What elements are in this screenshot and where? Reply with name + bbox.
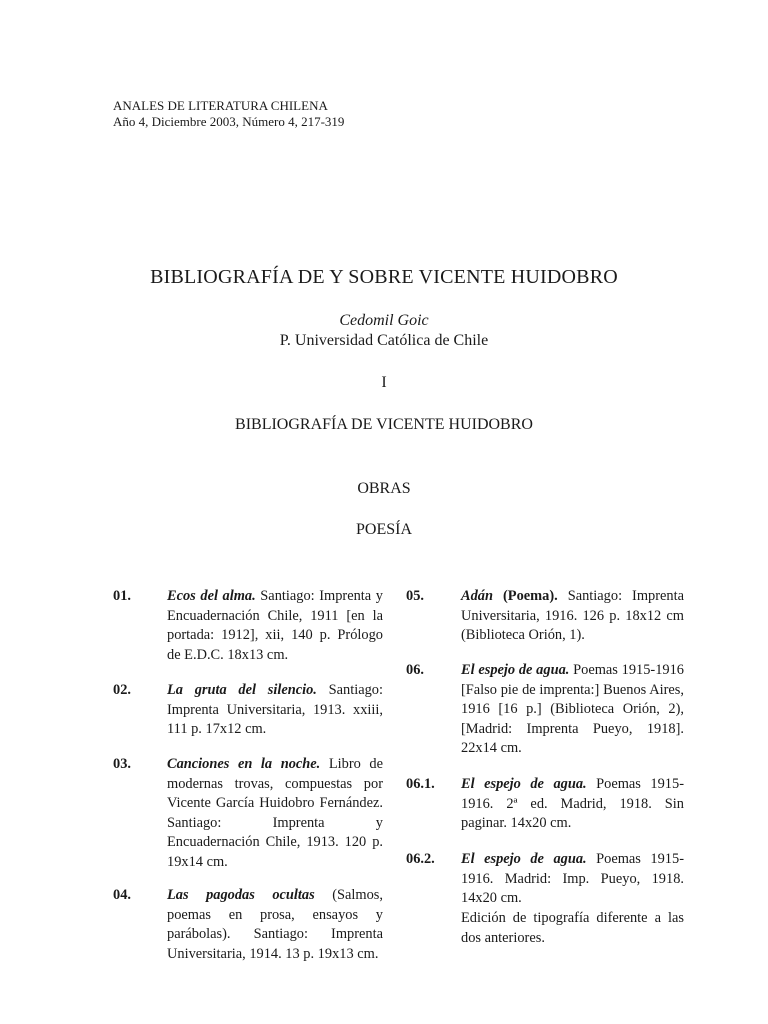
entry-details: Santiago: Imprenta Universitaria, 1913. xxiii, 111 p. 17x12 cm. (167, 682, 383, 737)
entry-details: Libro de modernas trovas, compuestas por Vicente García Huidobro Fernández. Santiago: Imprenta y Encuadernación Chile, 1913. 120 p. 19x14 cm. (167, 756, 383, 870)
entry-title: El espejo de agua. (461, 851, 587, 867)
entry-title: El espejo de agua. (461, 662, 570, 678)
entry-details: Poemas 1915-1916 [Falso pie de imprenta:] Buenos Aires, 1916 [16 p.] (Biblioteca Orión, 2), [Madrid: Imprenta Pueyo, 1918]. 22x14 cm. (461, 662, 684, 756)
part-number: I (381, 374, 387, 391)
entry-title: El espejo de agua. (461, 776, 587, 792)
author-affiliation: P. Universidad Católica de Chile (279, 332, 489, 349)
article-title: BIBLIOGRAFÍA DE Y SOBRE VICENTE HUIDOBRO (150, 266, 618, 288)
entry-genre: (Poema). (493, 588, 558, 604)
journal-header (113, 98, 344, 130)
entry-title: Adán (461, 588, 493, 604)
entry-title: La gruta del silencio. (167, 682, 317, 698)
entry-title: Las pagodas ocultas (167, 887, 315, 903)
entry-title: Canciones en la noche. (167, 756, 321, 772)
entry-number: 05. (406, 588, 424, 604)
entry-details: Poemas 1915-1916. Madrid: Imp. Pueyo, 1918. 14x20 cm. (461, 851, 684, 906)
entry-details: Poemas 1915-1916. 2ª ed. Madrid, 1918. Sin paginar. 14x20 cm. (461, 776, 684, 831)
journal-name: ANALES DE LITERATURA CHILENA (113, 98, 328, 113)
section-heading: OBRAS (357, 480, 411, 497)
entry-number: 06.2. (406, 851, 435, 867)
entry-number: 06.1. (406, 776, 435, 792)
part-title: BIBLIOGRAFÍA DE VICENTE HUIDOBRO (235, 416, 533, 433)
entry-title: Ecos del alma. (167, 588, 256, 604)
entry-number: 03. (113, 756, 131, 772)
entry-details: Santiago: Imprenta y Encuadernación Chile, 1911 [en la portada: 1912], xii, 140 p. Prólogo de E.D.C. 18x13 cm. (167, 588, 383, 663)
entry-number: 06. (406, 662, 424, 678)
subsection-heading: POESÍA (355, 521, 412, 538)
entry-details: Santiago: Imprenta Universitaria, 1916. 126 p. 18x12 cm (Biblioteca Orión, 1). (461, 588, 685, 643)
entry-number: 04. (113, 887, 131, 903)
entry-number: 02. (113, 682, 131, 698)
journal-issue: Año 4, Diciembre 2003, Número 4, 217-319 (113, 114, 345, 129)
author-name: Cedomil Goic (339, 312, 429, 329)
entry-number: 01. (113, 588, 131, 604)
entry-note: Edición de tipografía diferente a las dos anteriores. (461, 910, 684, 946)
entry-details: (Salmos, poemas en prosa, ensayos y parábolas). Santiago: Imprenta Universitaria, 1914. 13 p. 19x13 cm. (167, 887, 383, 962)
